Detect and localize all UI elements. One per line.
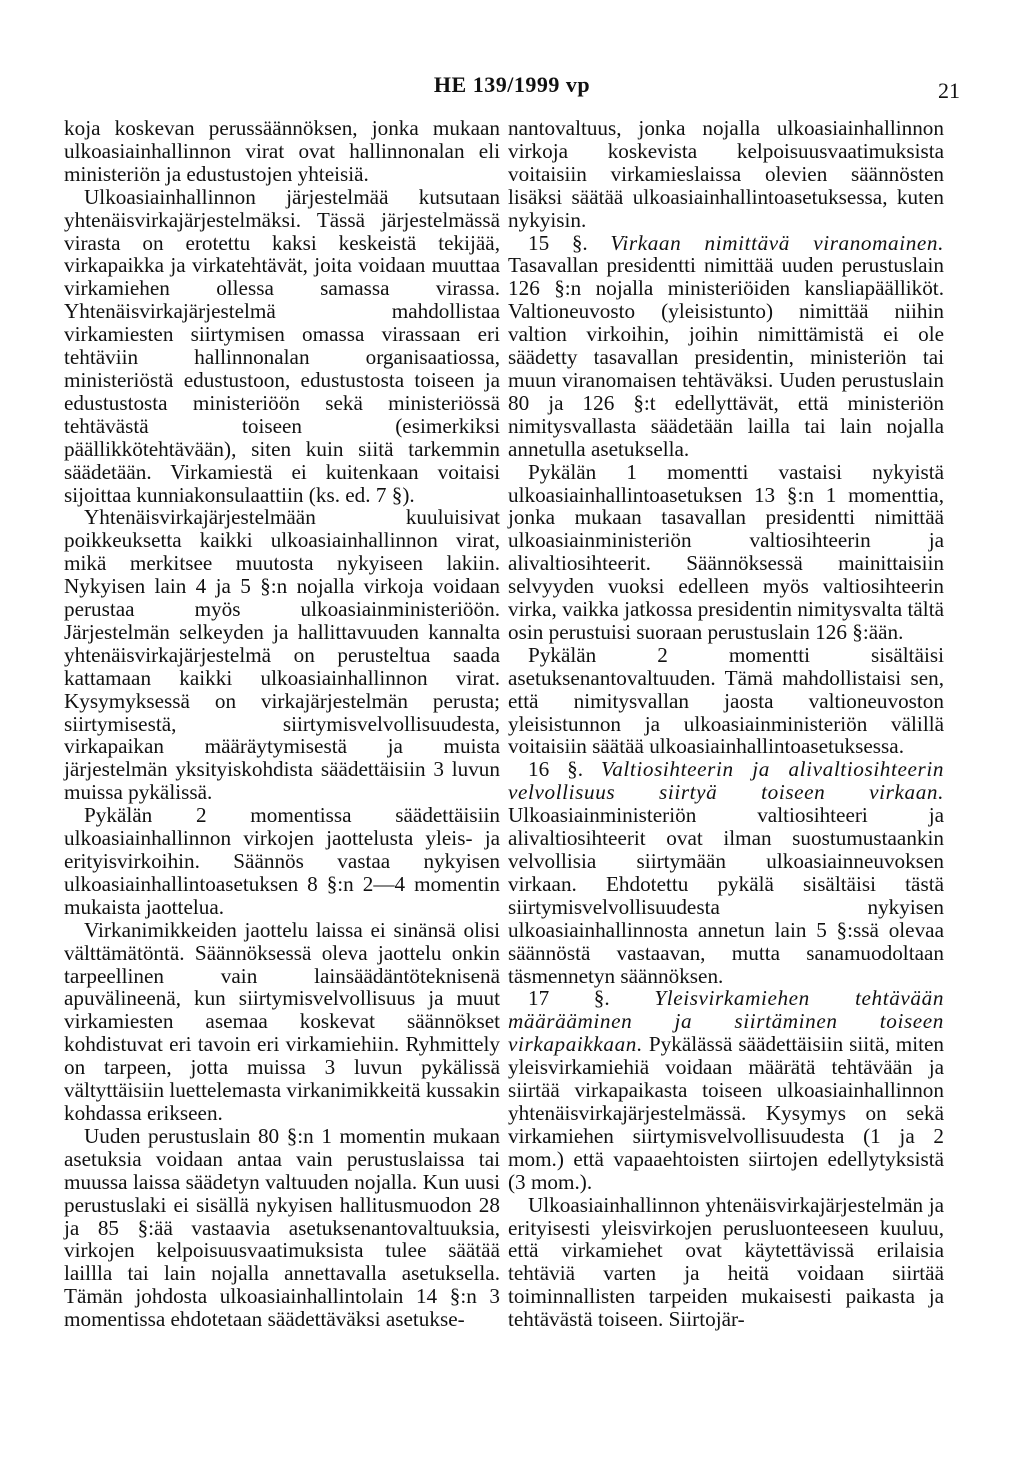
section-number: 17 §. (528, 986, 610, 1011)
paragraph: koja koskevan perussäännöksen, jonka mukaan ulkoasiainhallinnon virat ovat hallinnonalan eli ministeriön ja edustustojen yhteisiä. (64, 116, 500, 186)
section-heading: Yleisvirkamiehen tehtävään määrääminen ja siirtäminen toiseen virkapaikkaan. (508, 986, 945, 1057)
paragraph: Virkanimikkeiden jaottelu laissa ei sinänsä olisi välttämätöntä. Säännöksessä oleva jaottelu onkin tarpeellinen vain lainsäädäntöteknisenä apuvälineenä, kun siirtymisvelvollisuus ja muut virkamiesten asemaa koskevat säännökset kohdistuvat eri tavoin eri virkamiehiin. Ryhmittely on tarpeen, jotta muissa 3 luvun pykälissä vältyttäisiin luettelemasta virkanimikkeitä kussakin kohdassa erikseen. (64, 917, 501, 1125)
page-header-title: HE 139/1999 vp (433, 72, 591, 97)
paragraph: Pykälän 2 momentissa säädettäisiin ulkoasiainhallinnon virkojen jaottelusta yleis- ja erityisvirkoihin. Säännös vastaa nykyisen ulkoasiainhallintoasetuksen 8 §:n 2—4 momentin mukaista jaottelua. (64, 803, 500, 919)
paragraph: Ulkoasiainhallinnon yhtenäisvirkajärjestelmän ja erityisesti yleisvirkojen perusluonteeseen kuuluu, että virkamiehet ovat käytettävissä erilaisia tehtäviä varten ja heitä voidaan siirtää toiminnallisten tarpeiden mukaisesti paikasta ja tehtävästä toiseen. Siirtojär- (508, 1192, 944, 1332)
section-heading: Valtiosihteerin ja alivaltiosihteerin velvollisuus siirtyä toiseen virkaan. (508, 757, 945, 805)
paragraph: Pykälän 2 momentti sisältäisi asetuksenantovaltuuden. Tämä mahdollistaisi sen, että nimitysvallan jaosta valtioneuvoston yleisistunnon ja ulkoasiainministeriön välillä voitaisiin säätää ulkoasiainhallintoasetuksessa. (508, 642, 944, 759)
section-number: 15 §. (528, 230, 588, 255)
section-text: Tasavallan presidentti nimittää uuden perustuslain 126 §:n nojalla ministeriöiden kansliapäälliköt. Valtioneuvosto (yleisistunto) nimittää niihin valtion virkoihin, joihin nimittämistä ei ole säädetty tasavallan presidentin, ministeriön tai muun viranomaisen tehtäväksi. Uuden perustuslain 80 ja 126 §:t edellyttävät, että ministeriön nimitysvallasta säädetään lailla tai lain nojalla annetulla asetuksella. (508, 253, 944, 461)
paragraph: Uuden perustuslain 80 §:n 1 momentin mukaan asetuksia voidaan antaa vain perustuslaissa tai muussa laissa säädetyn valtuuden nojalla. Kun uusi perustuslaki ei sisällä nykyisen hallitusmuodon 28 ja 85 §:ää vastaavia asetuksenantovaltuuksia, virkojen kelpoisuusvaatimuksista tulee säätää laillla tai lain nojalla annettavalla asetuksella. Tämän johdosta ulkoasiainhallintolain 14 §:n 3 momentissa ehdotetaan säädettäväksi asetukse- (64, 1123, 500, 1332)
paragraph: Yhtenäisvirkajärjestelmään kuuluisivat poikkeuksetta kaikki ulkoasiainhallinnon virat, mikä merkitsee muutosta nykyiseen lakiin. Nykyisen lain 4 ja 5 §:n nojalla virkoja voidaan perustaa myös ulkoasiainministeriöön. Järjestelmän selkeyden ja hallittavuuden kannalta yhtenäisvirkajärjestelmä on perusteltua saada kattamaan kaikki ulkoasiainhallinnon virat. Kysymyksessä on virkajärjestelmän perusta; siirtymisestä, siirtymisvelvollisuudesta, virkapaikan määräytymisestä ja muista järjestelmän yksityiskohdista säädettäisiin 3 luvun muissa pykälissä. (64, 505, 500, 805)
section-17-paragraph (508, 987, 944, 1193)
section-number: 16 §. (528, 757, 584, 782)
section-text: Pykälässä säädettäisiin siitä, miten yleisvirkamiehiä voidaan määrätä tehtävään ja siirtää virkapaikasta toiseen ulkoasiainhallinnon yhtenäisvirkajärjestelmässä. Kysymys on sekä virkamiehen siirtymisvelvollisuudesta (1 ja 2 mom.) että vapaaehtoisten siirtojen edellytyksistä (3 mom.). (508, 1032, 944, 1194)
paragraph: nantovaltuus, jonka nojalla ulkoasiainhallinnon virkoja koskevista kelpoisuusvaatimuksista voitaisiin virkamieslaissa olevien säännösten lisäksi säätää ulkoasiainhallintoasetuksessa, kuten nykyisin. (508, 116, 944, 232)
right-text-column (508, 117, 944, 1331)
section-16-paragraph (508, 758, 944, 987)
section-15-paragraph (508, 232, 944, 461)
left-text-column (64, 117, 500, 1331)
paragraph: Pykälän 1 momentti vastaisi nykyistä ulkoasiainhallintoasetuksen 13 §:n 1 momenttia, jonka mukaan tasavallan presidentti nimittää ulkoasiainministeriön valtiosihteerin ja alivaltiosihteerit. Säännöksessä mainittaisiin selvyyden vuoksi edelleen myös valtiosihteerin virka, vaikka jatkossa presidentin nimitysvalta tältä osin perustuisi suoraan perustuslain 126 §:ään. (508, 459, 944, 644)
section-heading: Virkaan nimittävä viranomainen. (610, 230, 945, 255)
section-text: Ulkoasiainministeriön valtiosihteeri ja alivaltiosihteerit ovat ilman suostumustaankin velvollisia siirtymään ulkoasiainneuvoksen virkaan. Ehdotettu pykälä sisältäisi tästä siirtymisvelvollisuudesta nykyisen ulkoasiainhallinnosta annetun lain 5 §:ssä olevaa säännöstä vastaavan, mutta sanamuodoltaan täsmennetyn säännöksen. (508, 803, 944, 988)
paragraph: Ulkoasiainhallinnon järjestelmää kutsutaan yhtenäisvirkajärjestelmäksi. Tässä järjestelmässä virasta on erotettu kaksi keskeistä tekijää, virkapaikka ja virkatehtävät, joita voidaan muuttaa virkamiehen ollessa samassa virassa. Yhtenäisvirkajärjestelmä mahdollistaa virkamiesten siirtymisen omassa virassaan eri tehtäviin hallinnonalan organisaatiossa, ministeriöstä edustustoon, edustustosta toiseen ja edustustosta ministeriöön sekä ministeriössä tehtävästä toiseen (esimerkiksi päällikkötehtävään), siten kuin siitä tarkemmin säädetään. Virkamiestä ei kuitenkaan voitaisi sijoittaa kunniakonsulaattiin (ks. ed. 7 §). (64, 184, 500, 507)
page-number: 21 (938, 78, 960, 103)
